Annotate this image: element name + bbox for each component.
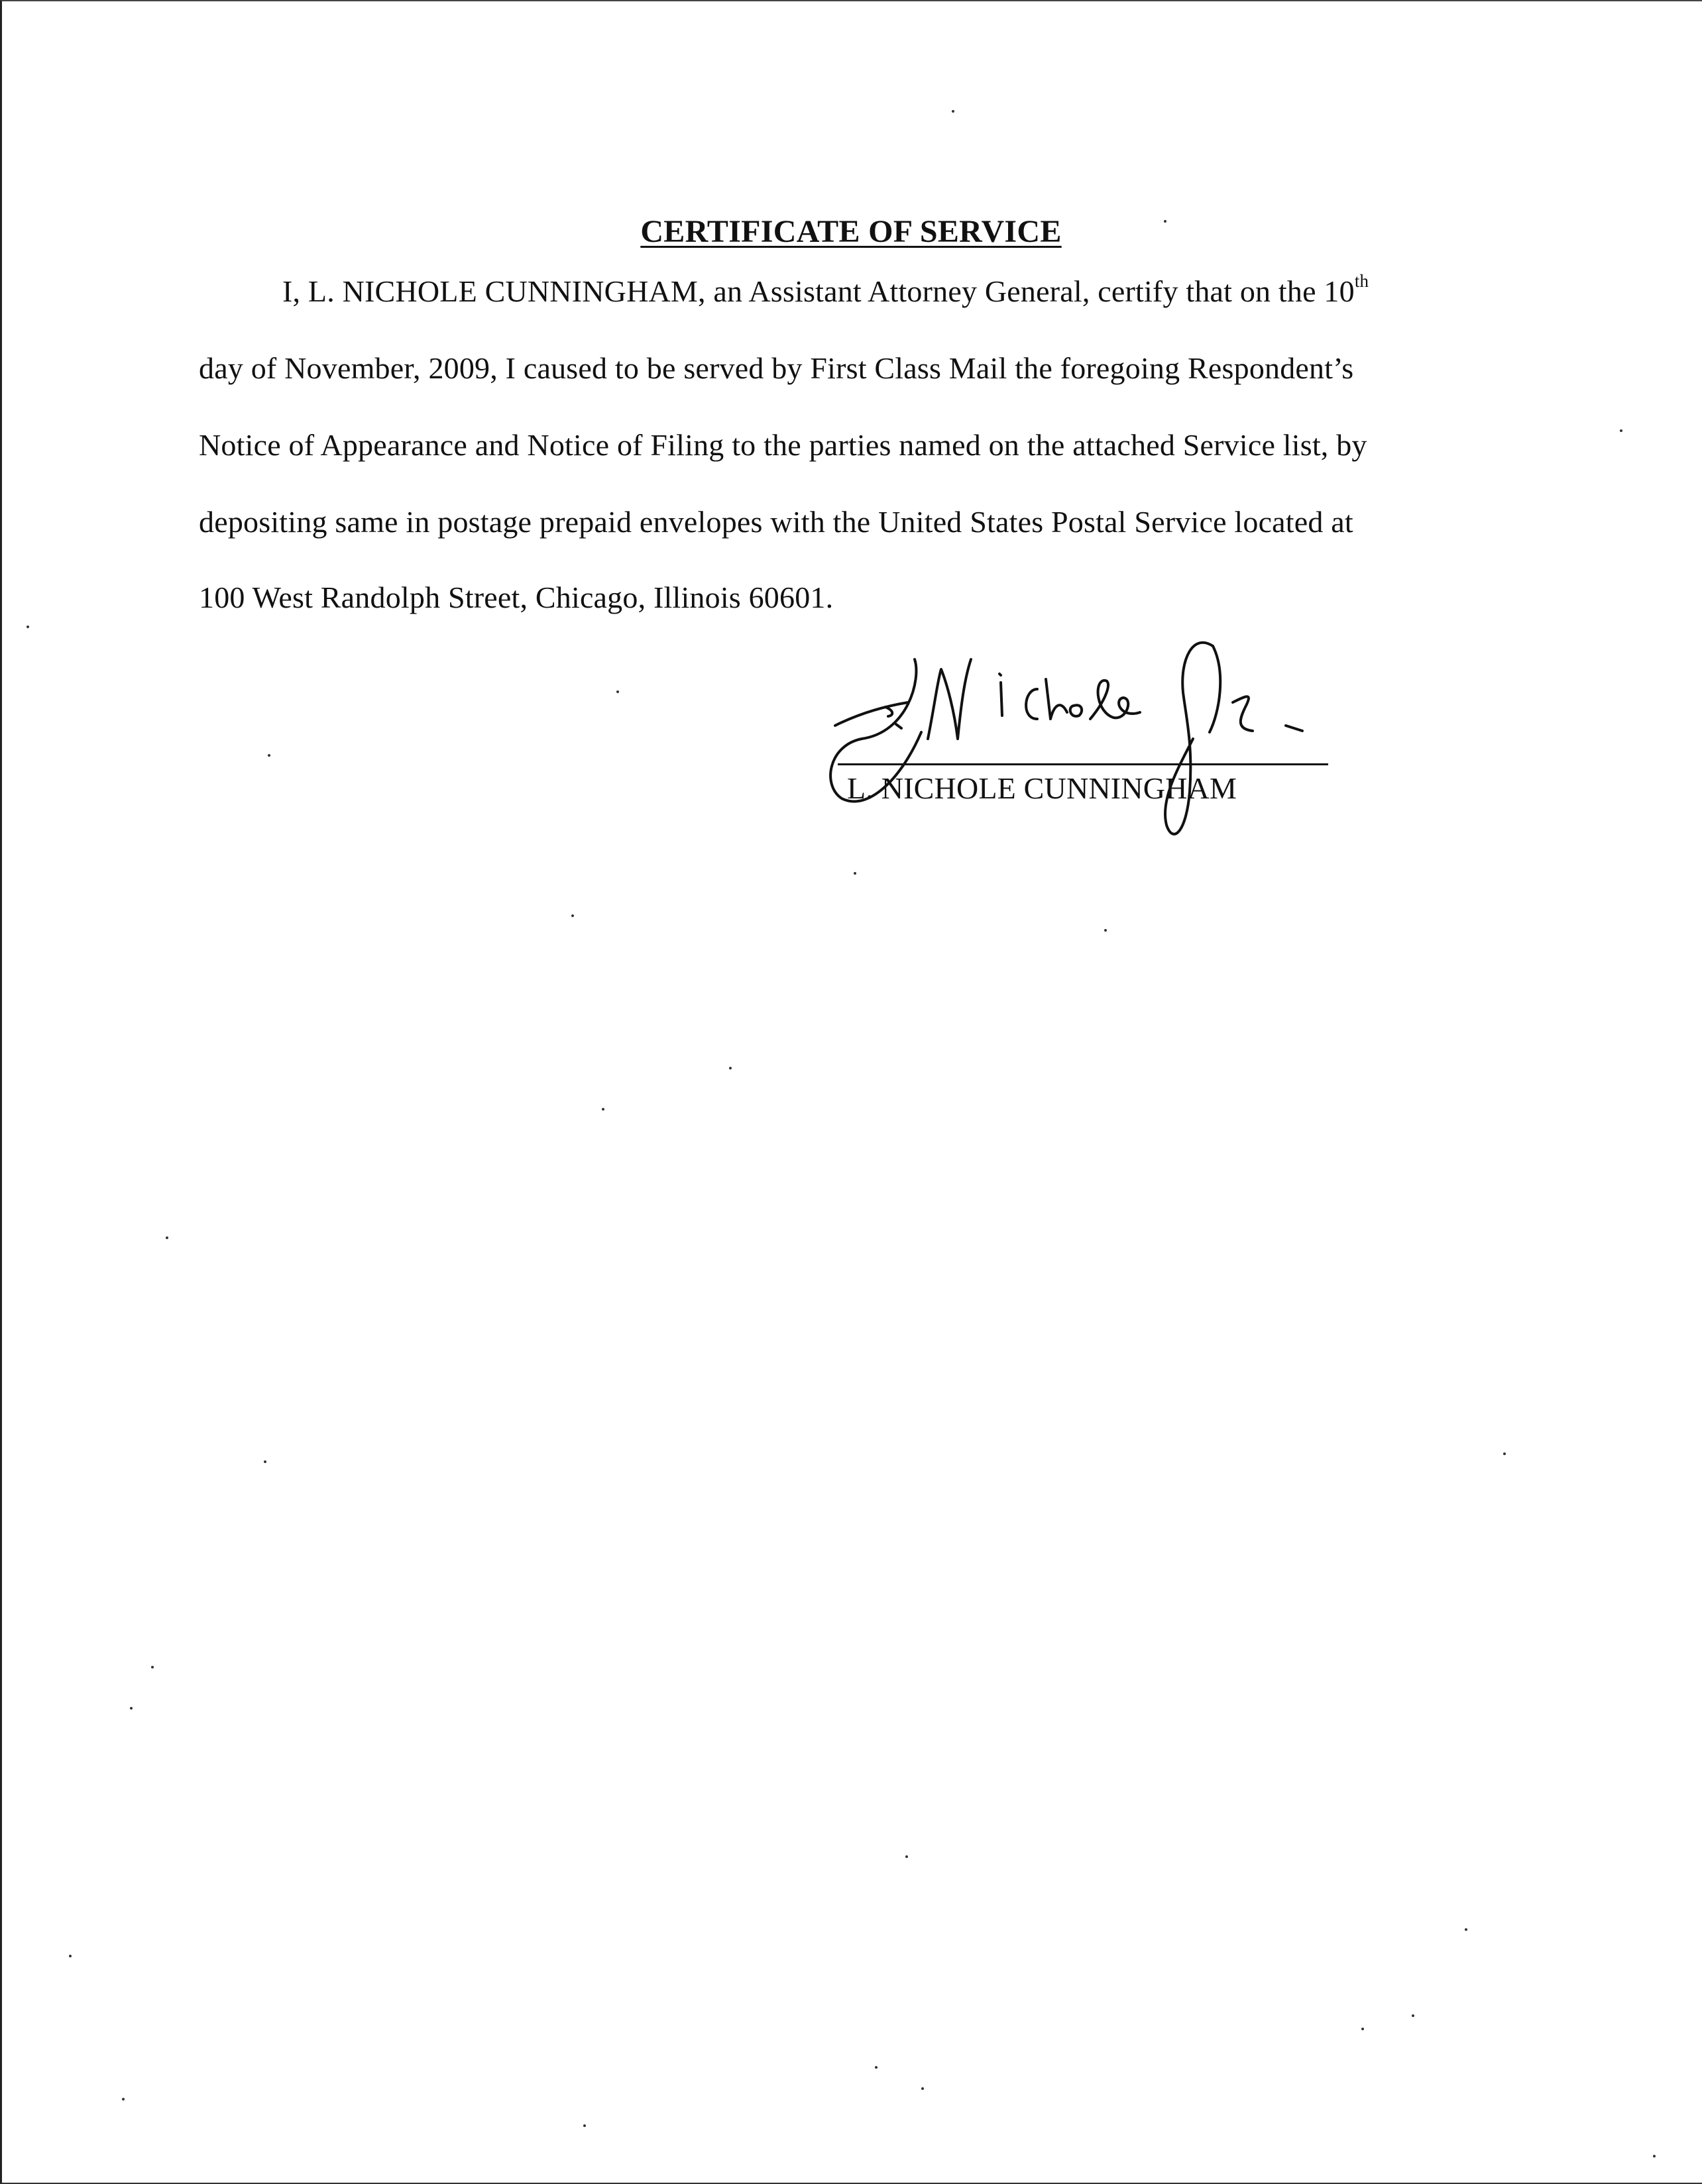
scan-speck <box>921 2087 924 2090</box>
handwritten-signature <box>822 633 1365 858</box>
scan-speck <box>122 2098 125 2101</box>
scan-speck <box>952 110 954 113</box>
paragraph-line-5: 100 West Randolph Street, Chicago, Illinois 60601. <box>199 580 834 614</box>
scan-speck <box>854 872 856 875</box>
scan-speck <box>1164 220 1166 223</box>
scan-speck <box>130 1707 133 1710</box>
scan-speck <box>1361 2028 1364 2030</box>
scan-speck <box>69 1955 72 1957</box>
paragraph-line-1-text: I, L. NICHOLE CUNNINGHAM, an Assistant Attorney General, certify that on the 10 <box>282 274 1355 308</box>
scan-speck <box>27 626 29 628</box>
signer-printed-name: L. NICHOLE CUNNINGHAM <box>847 771 1237 805</box>
scan-speck <box>1465 1928 1467 1931</box>
scan-speck <box>166 1236 168 1239</box>
scan-speck <box>151 1666 154 1668</box>
paragraph-line-2: day of November, 2009, I caused to be served by First Class Mail the foregoing Respondent’s <box>199 351 1354 385</box>
paragraph-line-3: Notice of Appearance and Notice of Filing to the parties named on the attached Service list, by <box>199 428 1367 462</box>
ordinal-suffix: th <box>1354 271 1369 291</box>
signature-line <box>838 763 1328 765</box>
paragraph-line-1 <box>282 273 1369 310</box>
scan-speck <box>268 754 270 757</box>
scan-speck <box>583 2124 586 2127</box>
paragraph-line-4: depositing same in postage prepaid envelopes with the United States Postal Service located at <box>199 505 1353 539</box>
scan-speck <box>616 690 619 693</box>
scan-speck <box>1503 1452 1506 1455</box>
scan-speck <box>264 1460 266 1463</box>
certificate-title: CERTIFICATE OF SERVICE <box>640 214 1062 250</box>
scan-speck <box>1104 929 1107 932</box>
scan-speck <box>1653 2155 1656 2157</box>
scan-speck <box>905 1855 908 1858</box>
scan-speck <box>1412 2014 1414 2017</box>
scan-speck <box>875 2066 878 2069</box>
scan-speck <box>602 1108 604 1111</box>
scan-speck <box>1620 429 1622 432</box>
scan-speck <box>729 1067 732 1069</box>
scan-speck <box>571 914 574 917</box>
